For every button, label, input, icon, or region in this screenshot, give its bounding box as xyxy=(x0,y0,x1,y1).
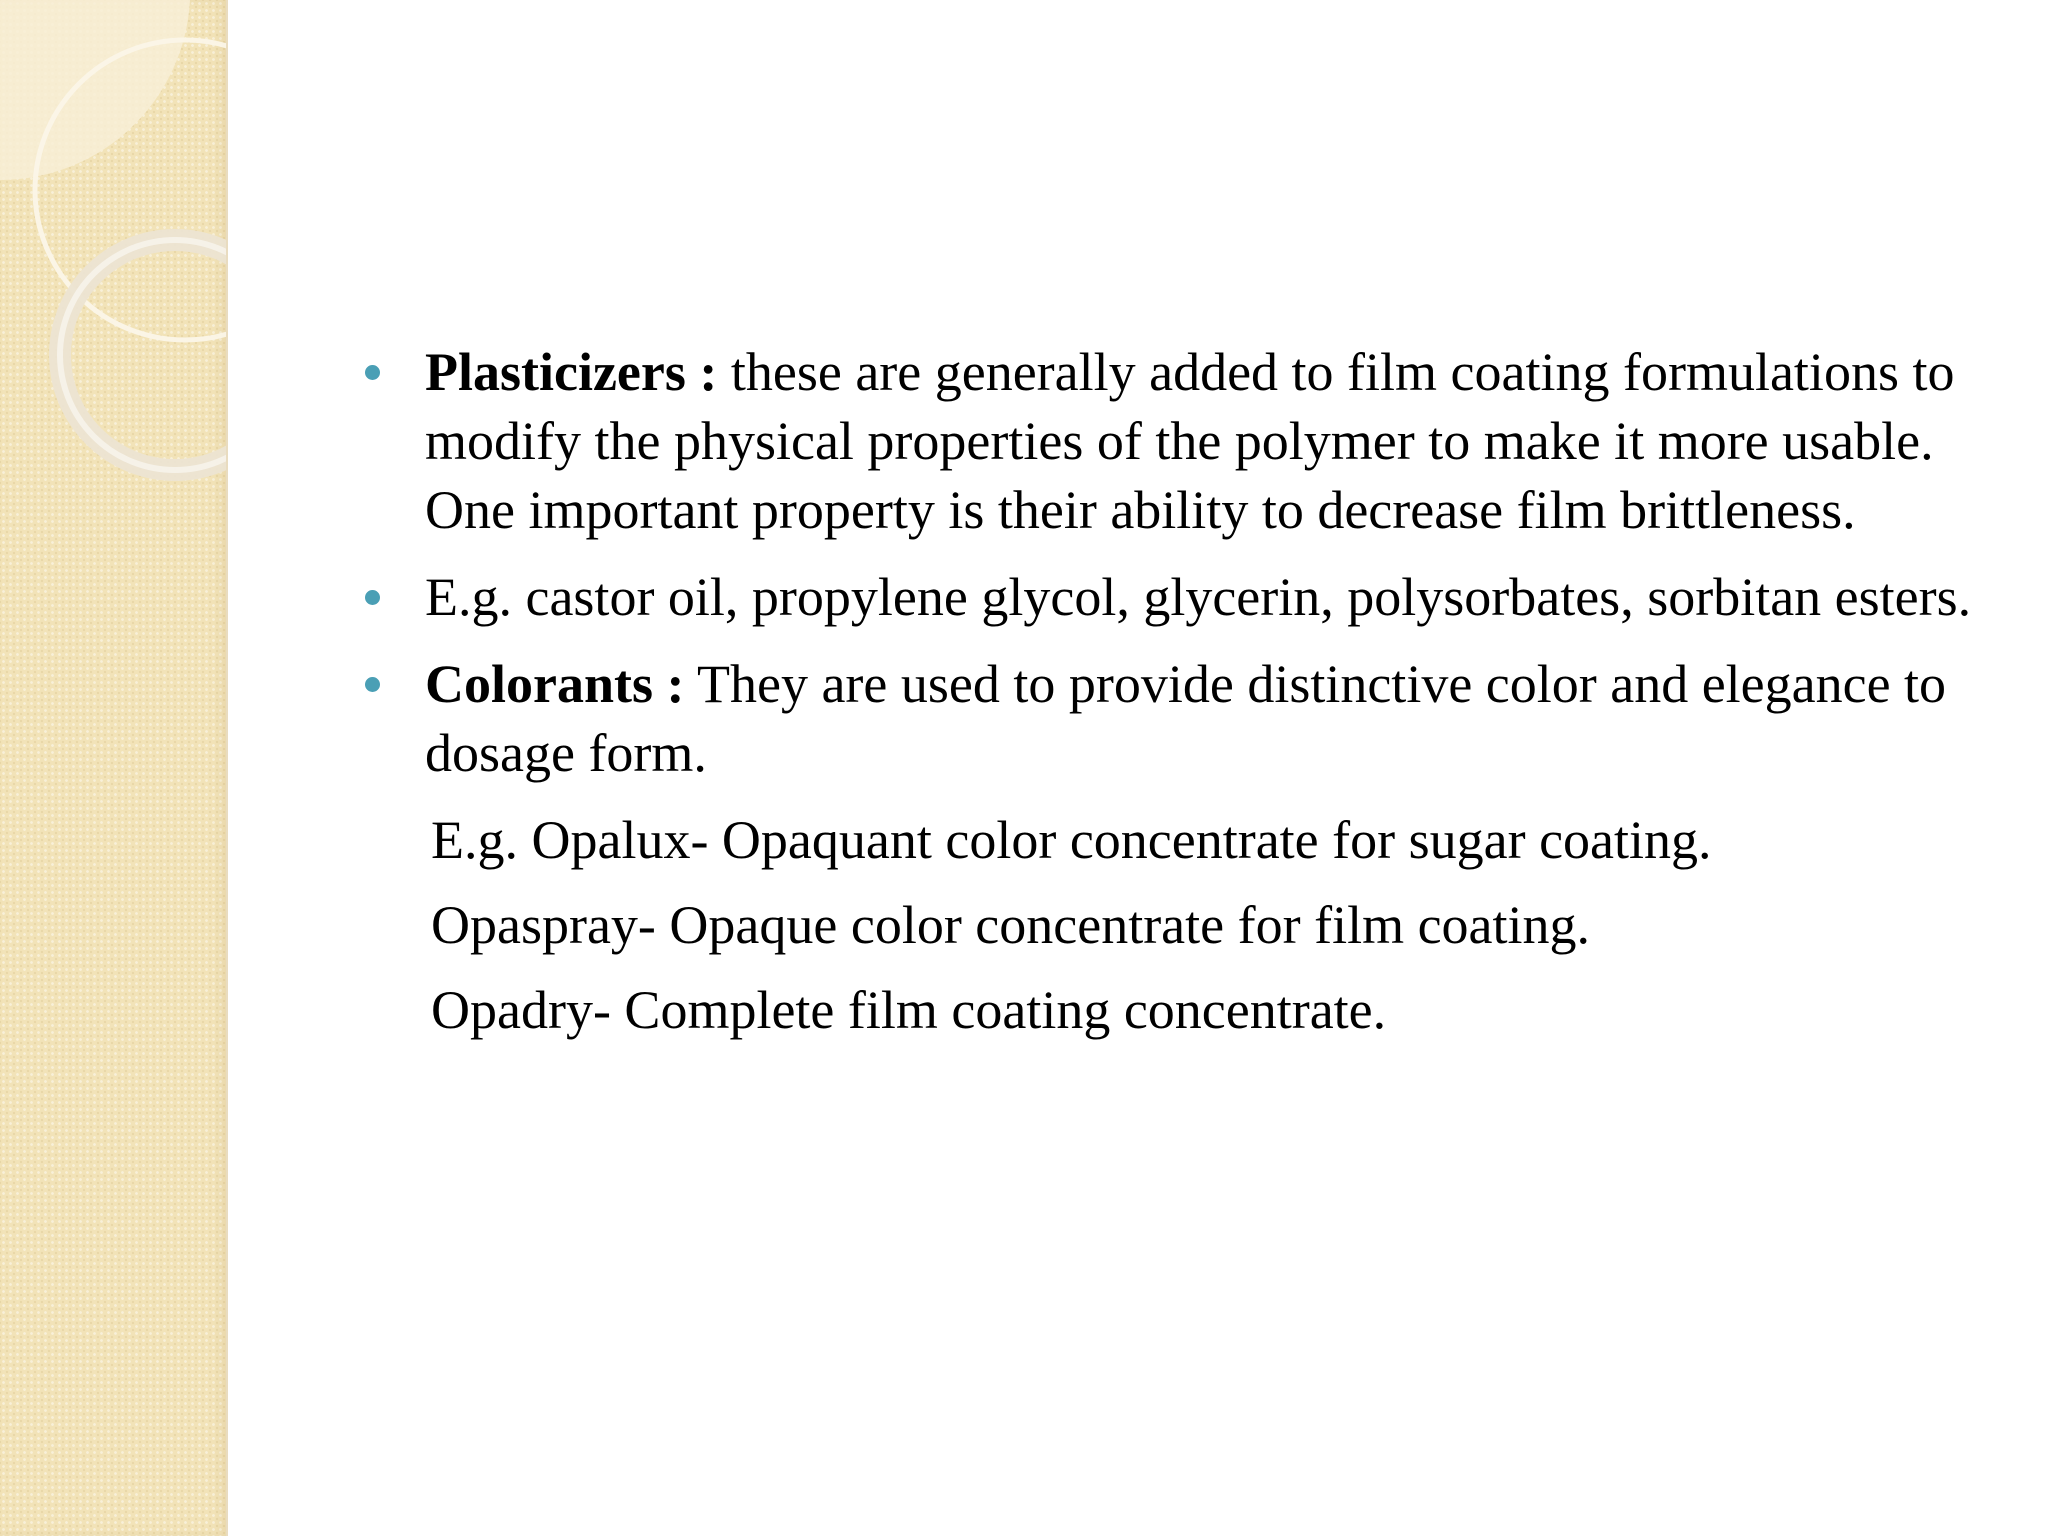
plasticizer-examples-text: E.g. castor oil, propylene glycol, glycerin, polysorbates, sorbitan esters. xyxy=(425,567,1972,627)
colorants-description: They are used to provide distinctive color and elegance to dosage form. xyxy=(425,654,1947,783)
term-plasticizers: Plasticizers : xyxy=(425,342,718,402)
decorative-side-panel xyxy=(0,0,228,1536)
term-colorants: Colorants : xyxy=(425,654,685,714)
bullet-dot-icon xyxy=(365,677,380,692)
example-opalux: E.g. Opalux- Opaquant color concentrate for sugar coating. xyxy=(431,810,1712,870)
bullet-plasticizers xyxy=(355,338,1995,545)
bullet-colorants xyxy=(355,650,1995,788)
slide-body xyxy=(355,338,1995,1045)
example-opadry: Opadry- Complete film coating concentrate. xyxy=(431,980,1387,1040)
example-opaspray: Opaspray- Opaque color concentrate for film coating. xyxy=(431,895,1591,955)
plasticizers-description: these are generally added to film coating formulations to modify the physical properties of the polymer to make it more usable. One important property is their ability to decrease film brittleness. xyxy=(425,342,1955,540)
bullet-dot-icon xyxy=(365,590,380,605)
decorative-rings-icon xyxy=(0,0,226,520)
bullet-plasticizer-examples xyxy=(355,563,1995,632)
bullet-dot-icon xyxy=(365,365,380,380)
